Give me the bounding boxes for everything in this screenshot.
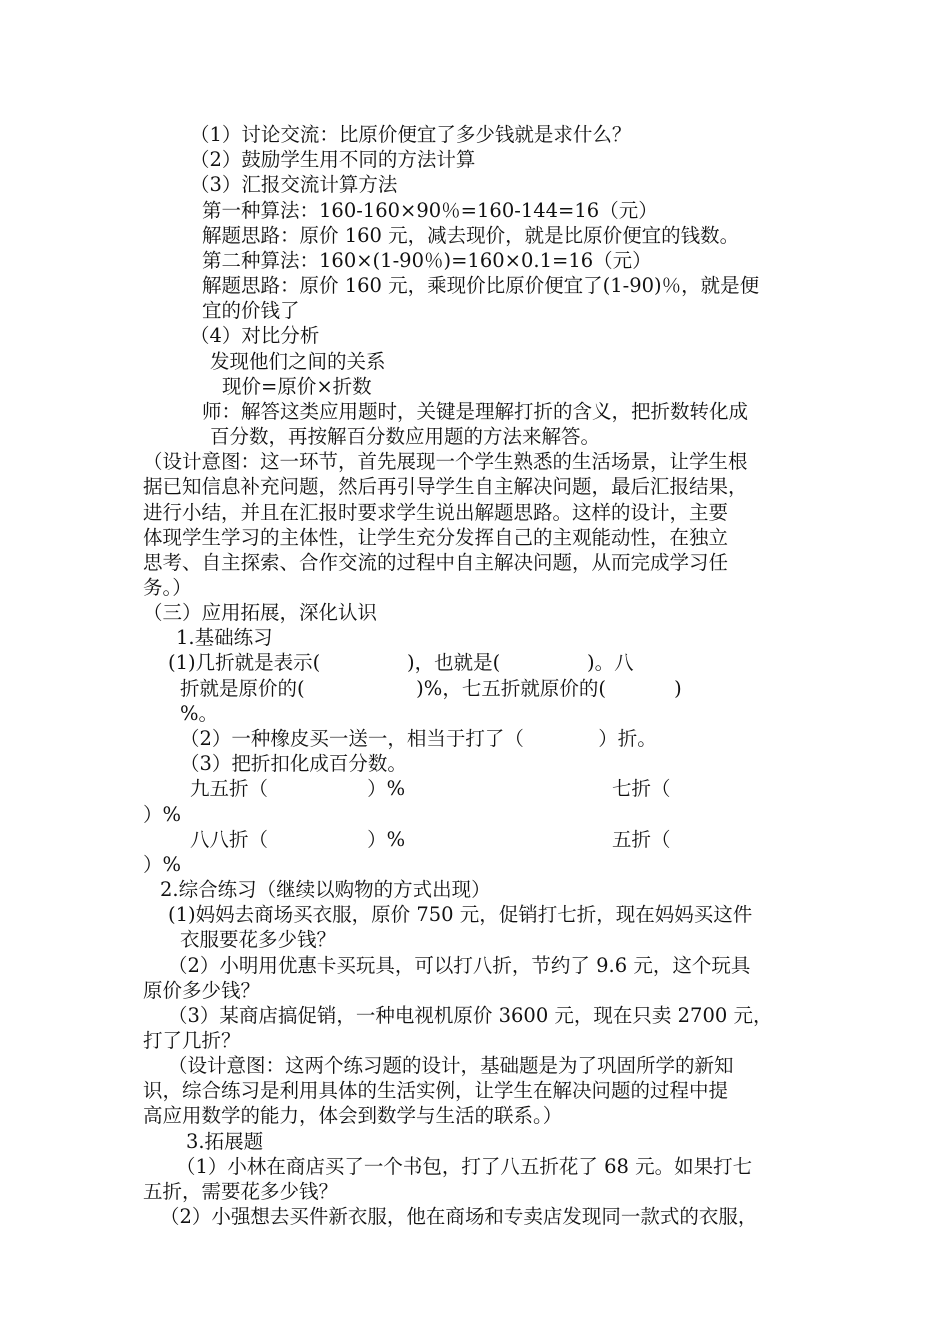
- text-line: 现价=原价×折数: [222, 375, 372, 398]
- text-line: 第二种算法：160×(1-90％)=160×0.1=16（元）: [202, 249, 652, 272]
- text-line: 2.综合练习（继续以购物的方式出现）: [160, 878, 491, 901]
- text-line: ）%: [143, 803, 182, 826]
- text-line: 体现学生学习的主体性，让学生充分发挥自己的主观能动性，在独立: [143, 526, 729, 549]
- text-line: 解题思路：原价 160 元，减去现价，就是比原价便宜的钱数。: [202, 224, 740, 247]
- text-line: 五折（: [612, 828, 671, 851]
- text-line: 师：解答这类应用题时，关键是理解打折的含义，把折数转化成: [202, 400, 749, 423]
- text-line: （3）汇报交流计算方法: [190, 173, 398, 196]
- text-line: 思考、自主探索、合作交流的过程中自主解决问题，从而完成学习任: [143, 551, 729, 574]
- text-line: ）%: [143, 853, 182, 876]
- text-line: （设计意图：这两个练习题的设计，基础题是为了巩固所学的新知: [168, 1054, 734, 1077]
- text-line: （2）小强想去买件新衣服，他在商场和专卖店发现同一款式的衣服，: [160, 1205, 758, 1228]
- text-line: 折就是原价的( )%，七五折就原价的( ): [180, 677, 682, 700]
- text-line: 打了几折？: [143, 1029, 241, 1052]
- text-line: （设计意图：这一环节，首先展现一个学生熟悉的生活场景，让学生根: [143, 450, 748, 473]
- text-line: (1)妈妈去商场买衣服，原价 750 元，促销打七折，现在妈妈买这件: [168, 903, 753, 926]
- text-line: 五折，需要花多少钱？: [143, 1180, 339, 1203]
- text-line: (1)几折就是表示( )，也就是( )。八: [168, 651, 634, 674]
- text-line: 发现他们之间的关系: [210, 350, 386, 373]
- text-line: （3）某商店搞促销，一种电视机原价 3600 元，现在只卖 2700 元，: [168, 1004, 773, 1027]
- text-line: %。: [180, 702, 219, 725]
- text-line: 八八折（ ）%: [190, 828, 406, 851]
- text-line: （3）把折扣化成百分数。: [180, 752, 407, 775]
- text-line: 原价多少钱？: [143, 979, 261, 1002]
- text-line: 解题思路：原价 160 元，乘现价比原价便宜了(1-90)％，就是便: [202, 274, 760, 297]
- text-line: （2）鼓励学生用不同的方法计算: [190, 148, 476, 171]
- text-line: （4）对比分析: [190, 324, 320, 347]
- text-line: 据已知信息补充问题，然后再引导学生自主解决问题，最后汇报结果，: [143, 475, 748, 498]
- text-line: （2）小明用优惠卡买玩具，可以打八折，节约了 9.6 元，这个玩具: [168, 954, 751, 977]
- text-line: 务。）: [143, 576, 192, 599]
- text-line: （2）一种橡皮买一送一，相当于打了（ ）折。: [180, 727, 657, 750]
- text-line: 高应用数学的能力，体会到数学与生活的联系。）: [143, 1104, 563, 1127]
- text-line: （1）讨论交流：比原价便宜了多少钱就是求什么？: [190, 123, 632, 146]
- text-line: （1）小林在商店买了一个书包，打了八五折花了 68 元。如果打七: [176, 1155, 753, 1178]
- text-line: 九五折（ ）%: [190, 777, 406, 800]
- text-line: 第一种算法：160-160×90％=160-144=16（元）: [202, 199, 658, 222]
- text-line: 进行小结，并且在汇报时要求学生说出解题思路。这样的设计，主要: [143, 501, 729, 524]
- text-line: 宜的价钱了: [202, 299, 300, 322]
- text-line: 七折（: [612, 777, 671, 800]
- section-heading: （三）应用拓展，深化认识: [143, 601, 378, 624]
- text-line: 3.拓展题: [186, 1130, 264, 1153]
- text-line: 百分数，再按解百分数应用题的方法来解答。: [210, 425, 601, 448]
- text-line: 识，综合练习是利用具体的生活实例，让学生在解决问题的过程中提: [143, 1079, 729, 1102]
- text-line: 1.基础练习: [176, 626, 273, 649]
- text-line: 衣服要花多少钱？: [180, 928, 337, 951]
